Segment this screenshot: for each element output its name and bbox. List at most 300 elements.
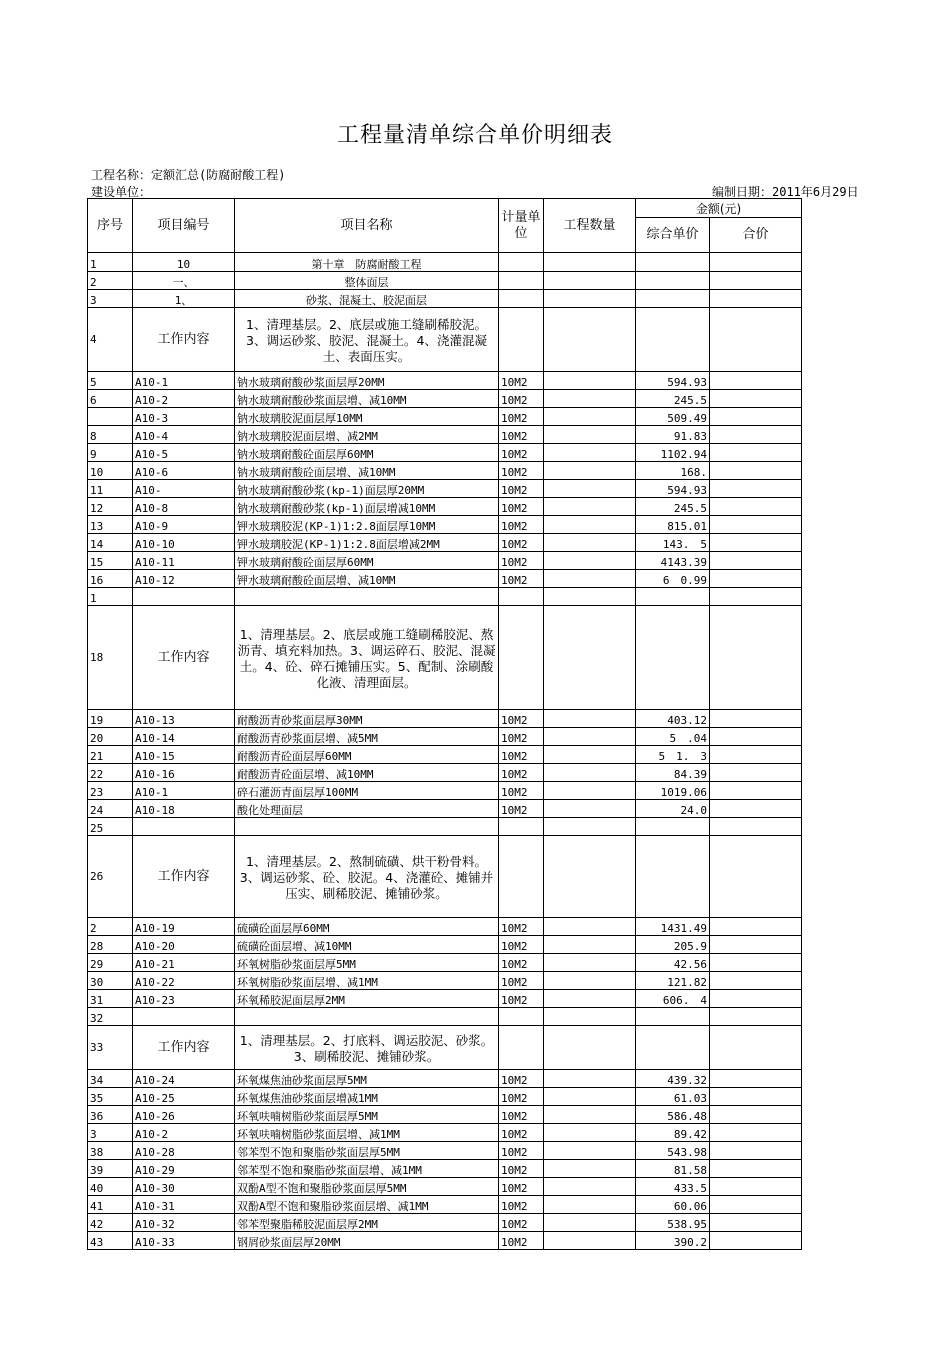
code-cell: A10-16: [133, 764, 235, 782]
seq-cell: 3: [88, 290, 133, 308]
seq-cell: 11: [88, 480, 133, 498]
unit-price-cell: 586.48: [636, 1106, 710, 1124]
name-cell: 耐酸沥青砼面层增、减10MM: [235, 764, 499, 782]
unit-price-cell: 205.9: [636, 936, 710, 954]
qty-cell: [544, 570, 636, 588]
qty-cell: [544, 1178, 636, 1196]
name-cell: 钠水玻璃胶泥面层增、减2MM: [235, 426, 499, 444]
header-unit-price: 综合单价: [636, 218, 710, 253]
unit-price-cell: 439.32: [636, 1070, 710, 1088]
compile-date: 编制日期：2011年6月29日: [712, 185, 859, 199]
code-cell: 工作内容: [133, 308, 235, 372]
unit-cell: [499, 606, 544, 710]
name-cell: [235, 818, 499, 836]
page-title: 工程量清单综合单价明细表: [336, 123, 613, 148]
seq-cell: [88, 408, 133, 426]
unit-cell: [499, 308, 544, 372]
qty-cell: [544, 390, 636, 408]
table-row: [88, 534, 802, 552]
table-row: [88, 1008, 802, 1026]
unit-cell: 10M2: [499, 1106, 544, 1124]
table-row: [88, 782, 802, 800]
unit-cell: 10M2: [499, 936, 544, 954]
code-cell: A10-9: [133, 516, 235, 534]
unit-cell: 10M2: [499, 1196, 544, 1214]
unit-cell: [499, 1026, 544, 1070]
seq-cell: 28: [88, 936, 133, 954]
qty-cell: [544, 782, 636, 800]
code-cell: A10-14: [133, 728, 235, 746]
code-cell: A10-31: [133, 1196, 235, 1214]
work-content-row: [88, 1026, 802, 1070]
table-row: [88, 480, 802, 498]
name-cell: 邻苯型不饱和聚脂砂浆面层厚5MM: [235, 1142, 499, 1160]
qty-cell: [544, 253, 636, 272]
qty-cell: [544, 516, 636, 534]
total-cell: [710, 606, 802, 710]
total-cell: [710, 728, 802, 746]
total-cell: [710, 588, 802, 606]
seq-cell: 19: [88, 710, 133, 728]
seq-cell: 36: [88, 1106, 133, 1124]
qty-cell: [544, 552, 636, 570]
unit-cell: 10M2: [499, 390, 544, 408]
unit-cell: 10M2: [499, 800, 544, 818]
total-cell: [710, 372, 802, 390]
total-cell: [710, 1088, 802, 1106]
name-cell: 1、清理基层。2、熬制硫磺、烘干粉骨料。3、调运砂浆、砼、胶泥。4、浇灌砼、摊铺并压实、刷稀胶泥、摊铺砂浆。: [235, 836, 499, 918]
table-row: [88, 1196, 802, 1214]
code-cell: 工作内容: [133, 1026, 235, 1070]
unit-price-cell: 538.95: [636, 1214, 710, 1232]
seq-cell: 3: [88, 1124, 133, 1142]
total-cell: [710, 444, 802, 462]
seq-cell: 14: [88, 534, 133, 552]
code-cell: A10-29: [133, 1160, 235, 1178]
seq-cell: 12: [88, 498, 133, 516]
qty-cell: [544, 1232, 636, 1250]
table-row: [88, 272, 802, 290]
total-cell: [710, 972, 802, 990]
seq-cell: 18: [88, 606, 133, 710]
unit-cell: 10M2: [499, 426, 544, 444]
unit-cell: 10M2: [499, 746, 544, 764]
code-cell: A10-23: [133, 990, 235, 1008]
qty-cell: [544, 1070, 636, 1088]
qty-cell: [544, 290, 636, 308]
seq-cell: 15: [88, 552, 133, 570]
code-cell: A10-24: [133, 1070, 235, 1088]
name-cell: 硫磺砼面层增、减10MM: [235, 936, 499, 954]
unit-price-cell: [636, 1008, 710, 1026]
code-cell: A10-11: [133, 552, 235, 570]
unit-cell: [499, 818, 544, 836]
name-cell: 1、清理基层。2、打底料、调运胶泥、砂浆。3、刷稀胶泥、摊铺砂浆。: [235, 1026, 499, 1070]
unit-price-cell: 60.06: [636, 1196, 710, 1214]
qty-cell: [544, 606, 636, 710]
name-cell: 耐酸沥青砂浆面层厚30MM: [235, 710, 499, 728]
table-row: [88, 1070, 802, 1088]
code-cell: A10-10: [133, 534, 235, 552]
table-row: [88, 462, 802, 480]
qty-cell: [544, 800, 636, 818]
total-cell: [710, 480, 802, 498]
unit-price-cell: 143. 5: [636, 534, 710, 552]
builder-label: 建设单位：: [91, 185, 152, 199]
unit-cell: 10M2: [499, 444, 544, 462]
code-cell: 工作内容: [133, 606, 235, 710]
qty-cell: [544, 444, 636, 462]
name-cell: 环氧树脂砂浆面层厚5MM: [235, 954, 499, 972]
total-cell: [710, 710, 802, 728]
name-cell: 砂浆、混凝土、胶泥面层: [235, 290, 499, 308]
unit-cell: 10M2: [499, 990, 544, 1008]
table-row: [88, 570, 802, 588]
code-cell: 1、: [133, 290, 235, 308]
total-cell: [710, 764, 802, 782]
seq-cell: 31: [88, 990, 133, 1008]
unit-cell: [499, 588, 544, 606]
unit-price-cell: 61.03: [636, 1088, 710, 1106]
total-cell: [710, 570, 802, 588]
table-row: [88, 426, 802, 444]
qty-cell: [544, 1214, 636, 1232]
name-cell: 环氧呋喃树脂砂浆面层厚5MM: [235, 1106, 499, 1124]
table-row: [88, 290, 802, 308]
total-cell: [710, 498, 802, 516]
code-cell: A10-1: [133, 782, 235, 800]
total-cell: [710, 272, 802, 290]
seq-cell: 8: [88, 426, 133, 444]
unit-cell: 10M2: [499, 1070, 544, 1088]
code-cell: A10-20: [133, 936, 235, 954]
code-cell: A10-8: [133, 498, 235, 516]
table-row: [88, 516, 802, 534]
unit-price-cell: [636, 272, 710, 290]
table-row: [88, 408, 802, 426]
unit-cell: [499, 1008, 544, 1026]
unit-price-cell: 42.56: [636, 954, 710, 972]
name-cell: 钾水玻璃耐酸砼面层厚60MM: [235, 552, 499, 570]
table-row: [88, 800, 802, 818]
name-cell: 钠水玻璃耐酸砂浆面层厚20MM: [235, 372, 499, 390]
code-cell: A10-22: [133, 972, 235, 990]
name-cell: 双酚A型不饱和聚脂砂浆面层增、减1MM: [235, 1196, 499, 1214]
seq-cell: 30: [88, 972, 133, 990]
unit-cell: 10M2: [499, 1214, 544, 1232]
unit-price-cell: 1019.06: [636, 782, 710, 800]
header-name: 项目名称: [235, 199, 499, 253]
qty-cell: [544, 1088, 636, 1106]
table-row: [88, 444, 802, 462]
unit-cell: 10M2: [499, 372, 544, 390]
code-cell: 一、: [133, 272, 235, 290]
name-cell: 硫磺砼面层厚60MM: [235, 918, 499, 936]
total-cell: [710, 836, 802, 918]
code-cell: [133, 588, 235, 606]
unit-price-cell: 6 0.99: [636, 570, 710, 588]
total-cell: [710, 782, 802, 800]
table-row: [88, 253, 802, 272]
unit-cell: 10M2: [499, 570, 544, 588]
table-row: [88, 588, 802, 606]
seq-cell: 20: [88, 728, 133, 746]
unit-price-cell: 5 .04: [636, 728, 710, 746]
qty-cell: [544, 462, 636, 480]
code-cell: A10-21: [133, 954, 235, 972]
total-cell: [710, 253, 802, 272]
unit-price-cell: [636, 836, 710, 918]
code-cell: A10-15: [133, 746, 235, 764]
table-row: [88, 764, 802, 782]
table-row: [88, 918, 802, 936]
code-cell: A10-26: [133, 1106, 235, 1124]
qty-cell: [544, 534, 636, 552]
header-amount: 金额(元): [636, 199, 802, 218]
seq-cell: 26: [88, 836, 133, 918]
code-cell: A10-25: [133, 1088, 235, 1106]
qty-cell: [544, 372, 636, 390]
work-content-row: [88, 836, 802, 918]
qty-cell: [544, 480, 636, 498]
name-cell: 邻苯型聚脂稀胶泥面层厚2MM: [235, 1214, 499, 1232]
total-cell: [710, 1232, 802, 1250]
name-cell: 钠水玻璃耐酸砂浆(kp-1)面层增减10MM: [235, 498, 499, 516]
unit-price-cell: 509.49: [636, 408, 710, 426]
unit-price-cell: 168.: [636, 462, 710, 480]
unit-price-cell: [636, 818, 710, 836]
seq-cell: 13: [88, 516, 133, 534]
name-cell: 钠水玻璃耐酸砼面层增、减10MM: [235, 462, 499, 480]
seq-cell: 38: [88, 1142, 133, 1160]
seq-cell: 4: [88, 308, 133, 372]
unit-cell: 10M2: [499, 462, 544, 480]
table-row: [88, 1160, 802, 1178]
name-cell: 钠水玻璃耐酸砼面层厚60MM: [235, 444, 499, 462]
unit-cell: 10M2: [499, 764, 544, 782]
name-cell: 钠水玻璃耐酸砂浆面层增、减10MM: [235, 390, 499, 408]
qty-cell: [544, 990, 636, 1008]
code-cell: 10: [133, 253, 235, 272]
unit-cell: 10M2: [499, 1178, 544, 1196]
total-cell: [710, 918, 802, 936]
code-cell: A10-4: [133, 426, 235, 444]
seq-cell: 40: [88, 1178, 133, 1196]
unit-price-cell: 81.58: [636, 1160, 710, 1178]
name-cell: 钾水玻璃耐酸砼面层增、减10MM: [235, 570, 499, 588]
total-cell: [710, 1070, 802, 1088]
total-cell: [710, 936, 802, 954]
unit-cell: [499, 253, 544, 272]
code-cell: A10-3: [133, 408, 235, 426]
name-cell: 邻苯型不饱和聚脂砂浆面层增、减1MM: [235, 1160, 499, 1178]
unit-cell: 10M2: [499, 1124, 544, 1142]
price-detail-table: [87, 198, 802, 1250]
code-cell: A10-18: [133, 800, 235, 818]
qty-cell: [544, 1160, 636, 1178]
unit-cell: [499, 836, 544, 918]
code-cell: A10-28: [133, 1142, 235, 1160]
unit-price-cell: 89.42: [636, 1124, 710, 1142]
name-cell: 环氧煤焦油砂浆面层增减1MM: [235, 1088, 499, 1106]
unit-price-cell: 543.98: [636, 1142, 710, 1160]
seq-cell: 39: [88, 1160, 133, 1178]
unit-cell: 10M2: [499, 480, 544, 498]
total-cell: [710, 1160, 802, 1178]
unit-price-cell: 815.01: [636, 516, 710, 534]
header-code: 项目编号: [133, 199, 235, 253]
seq-cell: 9: [88, 444, 133, 462]
code-cell: A10-30: [133, 1178, 235, 1196]
total-cell: [710, 818, 802, 836]
qty-cell: [544, 1196, 636, 1214]
name-cell: 耐酸沥青砂浆面层增、减5MM: [235, 728, 499, 746]
unit-price-cell: 121.82: [636, 972, 710, 990]
unit-price-cell: [636, 606, 710, 710]
qty-cell: [544, 818, 636, 836]
code-cell: A10-32: [133, 1214, 235, 1232]
seq-cell: 22: [88, 764, 133, 782]
unit-cell: 10M2: [499, 534, 544, 552]
header-qty: 工程数量: [544, 199, 636, 253]
name-cell: 钢屑砂浆面层厚20MM: [235, 1232, 499, 1250]
table-row: [88, 372, 802, 390]
qty-cell: [544, 1142, 636, 1160]
seq-cell: 1: [88, 253, 133, 272]
unit-price-cell: 24.0: [636, 800, 710, 818]
total-cell: [710, 290, 802, 308]
name-cell: 碎石灌沥青面层厚100MM: [235, 782, 499, 800]
unit-price-cell: 594.93: [636, 372, 710, 390]
unit-price-cell: 403.12: [636, 710, 710, 728]
unit-cell: [499, 290, 544, 308]
seq-cell: 21: [88, 746, 133, 764]
unit-cell: 10M2: [499, 1088, 544, 1106]
unit-price-cell: 245.5: [636, 498, 710, 516]
seq-cell: 34: [88, 1070, 133, 1088]
code-cell: A10-2: [133, 390, 235, 408]
code-cell: [133, 1008, 235, 1026]
qty-cell: [544, 836, 636, 918]
total-cell: [710, 308, 802, 372]
total-cell: [710, 746, 802, 764]
code-cell: A10-33: [133, 1232, 235, 1250]
table-row: [88, 498, 802, 516]
unit-cell: [499, 272, 544, 290]
unit-price-cell: 594.93: [636, 480, 710, 498]
seq-cell: 2: [88, 918, 133, 936]
qty-cell: [544, 918, 636, 936]
unit-cell: 10M2: [499, 1232, 544, 1250]
unit-price-cell: 390.2: [636, 1232, 710, 1250]
seq-cell: 24: [88, 800, 133, 818]
unit-price-cell: 1431.49: [636, 918, 710, 936]
seq-cell: 5: [88, 372, 133, 390]
seq-cell: 43: [88, 1232, 133, 1250]
seq-cell: 41: [88, 1196, 133, 1214]
seq-cell: 35: [88, 1088, 133, 1106]
unit-price-cell: [636, 588, 710, 606]
seq-cell: 32: [88, 1008, 133, 1026]
unit-price-cell: [636, 308, 710, 372]
seq-cell: 1: [88, 588, 133, 606]
unit-price-cell: 1102.94: [636, 444, 710, 462]
seq-cell: 6: [88, 390, 133, 408]
total-cell: [710, 534, 802, 552]
table-row: [88, 1214, 802, 1232]
name-cell: 整体面层: [235, 272, 499, 290]
name-cell: 环氧煤焦油砂浆面层厚5MM: [235, 1070, 499, 1088]
header-seq: 序号: [88, 199, 133, 253]
seq-cell: 2: [88, 272, 133, 290]
qty-cell: [544, 710, 636, 728]
unit-price-cell: 5 1. 3: [636, 746, 710, 764]
name-cell: 耐酸沥青砼面层厚60MM: [235, 746, 499, 764]
unit-price-cell: [636, 290, 710, 308]
total-cell: [710, 954, 802, 972]
seq-cell: 25: [88, 818, 133, 836]
seq-cell: 16: [88, 570, 133, 588]
name-cell: 1、清理基层。2、底层或施工缝刷稀胶泥。3、调运砂浆、胶泥、混凝土。4、浇灌混凝土、表面压实。: [235, 308, 499, 372]
qty-cell: [544, 408, 636, 426]
qty-cell: [544, 936, 636, 954]
unit-cell: 10M2: [499, 972, 544, 990]
qty-cell: [544, 746, 636, 764]
code-cell: A10-1: [133, 372, 235, 390]
table-row: [88, 746, 802, 764]
name-cell: 钠水玻璃胶泥面层厚10MM: [235, 408, 499, 426]
table-row: [88, 818, 802, 836]
name-cell: 酸化处理面层: [235, 800, 499, 818]
seq-cell: 33: [88, 1026, 133, 1070]
total-cell: [710, 1142, 802, 1160]
work-content-row: [88, 606, 802, 710]
project-name: 工程名称：定额汇总(防腐耐酸工程): [91, 168, 286, 182]
qty-cell: [544, 1008, 636, 1026]
total-cell: [710, 1214, 802, 1232]
name-cell: 环氧树脂砂浆面层增、减1MM: [235, 972, 499, 990]
unit-cell: 10M2: [499, 1160, 544, 1178]
total-cell: [710, 1178, 802, 1196]
seq-cell: 23: [88, 782, 133, 800]
total-cell: [710, 552, 802, 570]
qty-cell: [544, 498, 636, 516]
total-cell: [710, 516, 802, 534]
name-cell: [235, 588, 499, 606]
qty-cell: [544, 954, 636, 972]
name-cell: 钾水玻璃胶泥(KP-1)1:2.8面层增减2MM: [235, 534, 499, 552]
table-row: [88, 390, 802, 408]
unit-cell: 10M2: [499, 552, 544, 570]
seq-cell: 42: [88, 1214, 133, 1232]
total-cell: [710, 1196, 802, 1214]
total-cell: [710, 1008, 802, 1026]
code-cell: [133, 818, 235, 836]
qty-cell: [544, 1124, 636, 1142]
total-cell: [710, 1106, 802, 1124]
unit-price-cell: 91.83: [636, 426, 710, 444]
name-cell: 环氧稀胶泥面层厚2MM: [235, 990, 499, 1008]
total-cell: [710, 990, 802, 1008]
table-row: [88, 936, 802, 954]
code-cell: A10-2: [133, 1124, 235, 1142]
table-row: [88, 552, 802, 570]
unit-price-cell: 245.5: [636, 390, 710, 408]
total-cell: [710, 390, 802, 408]
unit-cell: 10M2: [499, 408, 544, 426]
name-cell: 钠水玻璃耐酸砂浆(kp-1)面层厚20MM: [235, 480, 499, 498]
total-cell: [710, 800, 802, 818]
